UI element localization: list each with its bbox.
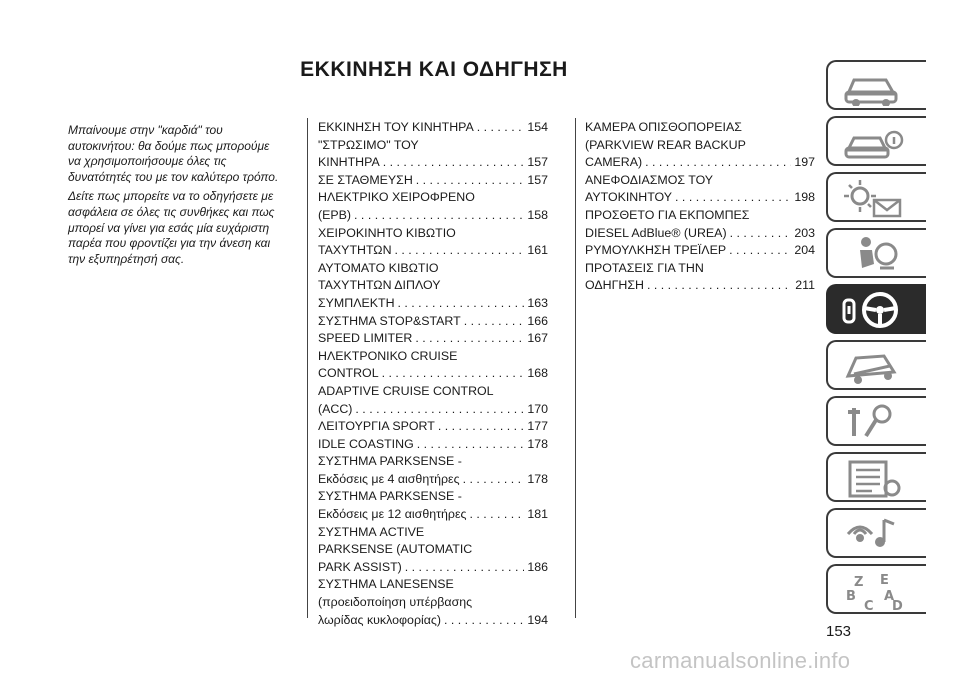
toc-page-number: 198 xyxy=(794,190,815,205)
toc-page-number: 157 xyxy=(527,172,548,187)
toc-entry[interactable] xyxy=(318,137,548,172)
toc-entry[interactable] xyxy=(318,576,548,629)
toc-entry-leader-row xyxy=(318,365,548,383)
toc-entry[interactable] xyxy=(318,524,548,577)
dot-leader xyxy=(647,277,792,295)
toc-entry-leader-row xyxy=(585,225,815,243)
dot-leader xyxy=(405,559,525,577)
column-divider xyxy=(307,118,308,618)
toc-entry-leader-row xyxy=(318,242,548,260)
page-number: 153 xyxy=(826,623,852,640)
toc-entry-title-line: PARKSENSE (AUTOMATIC xyxy=(318,542,473,557)
toc-entry-leader-row xyxy=(318,154,548,172)
toc-page-number: 194 xyxy=(527,612,548,627)
toc-entry-title-line: ΚΑΜΕΡΑ ΟΠΙΣΘΟΠΟΡΕΙΑΣ xyxy=(585,120,742,134)
toc-entry-title: ΑΥΤΟΚΙΝΗΤΟΥ xyxy=(585,190,673,205)
chapter-tab[interactable] xyxy=(826,60,926,110)
key-steering-wheel-icon xyxy=(840,290,904,330)
chapter-tab[interactable] xyxy=(826,228,926,278)
toc-entry-leader-row xyxy=(318,401,548,419)
toc-page-number: 166 xyxy=(527,313,548,328)
toc-entry-leader-row xyxy=(318,436,548,454)
toc-entry-leader-row xyxy=(318,295,548,313)
toc-entry-title: DIESEL AdBlue® (UREA) xyxy=(585,225,727,240)
toc-entry-title-line: ΣΥΣΤΗΜΑ PARKSENSE - xyxy=(318,454,462,469)
dot-leader xyxy=(645,154,791,172)
toc-page-number: 177 xyxy=(527,419,548,434)
toc-entry[interactable] xyxy=(318,418,548,436)
toc-entry-title: ΚΙΝΗΤΗΡΑ xyxy=(318,155,380,170)
toc-entry[interactable] xyxy=(318,119,548,137)
chapter-tab[interactable] xyxy=(826,172,926,222)
chapter-tab[interactable] xyxy=(826,284,926,334)
svg-text:E: E xyxy=(880,573,889,588)
toc-entry-leader-row xyxy=(318,506,548,524)
maintenance-wrench-icon xyxy=(840,402,904,442)
svg-text:Z: Z xyxy=(854,575,864,590)
chapter-tab[interactable] xyxy=(826,396,926,446)
toc-entry-title-line: ΧΕΙΡΟΚΙΝΗΤΟ ΚΙΒΩΤΙΟ xyxy=(318,225,456,240)
toc-entry-title: IDLE COASTING xyxy=(318,436,414,451)
intro-line: Μπαίνουμε στην "καρδιά" του xyxy=(68,123,223,137)
dot-leader xyxy=(395,242,525,260)
intro-paragraph xyxy=(68,189,308,267)
car-dashboard-icon xyxy=(840,66,904,106)
page-title: ΕΚΚΙΝΗΣΗ ΚΑΙ ΟΔΗΓΗΣΗ xyxy=(300,58,568,81)
toc-page-number: 154 xyxy=(527,120,548,134)
dot-leader xyxy=(417,436,525,454)
toc-entry-title: (EPB) xyxy=(318,207,352,222)
safety-airbag-icon xyxy=(840,234,904,274)
toc-entry-leader-row xyxy=(318,330,548,348)
column-divider xyxy=(575,118,576,618)
toc-entry[interactable] xyxy=(318,488,548,523)
toc-page-number: 186 xyxy=(527,559,548,574)
toc-entry[interactable] xyxy=(318,330,548,348)
toc-entry[interactable] xyxy=(318,225,548,260)
toc-page-number: 178 xyxy=(527,436,548,451)
toc-entry-title: PARK ASSIST) xyxy=(318,559,402,574)
toc-entry-leader-row xyxy=(318,172,548,190)
toc-page-number: 211 xyxy=(795,278,815,293)
chapter-tab[interactable] xyxy=(826,564,926,614)
toc-entry-title: CAMERA) xyxy=(585,155,643,170)
toc-entry-leader-row xyxy=(318,119,548,137)
svg-text:C: C xyxy=(864,599,874,610)
intro-text xyxy=(68,123,308,271)
dot-leader xyxy=(354,207,524,225)
dot-leader xyxy=(355,401,524,419)
dot-leader xyxy=(469,506,524,524)
dot-leader xyxy=(464,313,525,331)
multimedia-icon xyxy=(840,514,904,554)
dot-leader xyxy=(415,330,524,348)
toc-column-2 xyxy=(585,119,815,295)
toc-entry[interactable] xyxy=(318,189,548,224)
toc-entry-leader-row xyxy=(318,207,548,225)
toc-entry-title-line: ΣΥΣΤΗΜΑ ACTIVE xyxy=(318,524,425,539)
toc-entry-leader-row xyxy=(318,418,548,436)
toc-page-number: 170 xyxy=(527,401,548,416)
chapter-tab[interactable] xyxy=(826,452,926,502)
toc-entry[interactable] xyxy=(318,383,548,418)
toc-entry-leader-row xyxy=(318,559,548,577)
intro-line: ασφάλεια σε όλες τις συνθήκες και πως xyxy=(68,204,275,219)
chapter-tab[interactable] xyxy=(826,508,926,558)
svg-text:A: A xyxy=(884,589,895,604)
toc-page-number: 161 xyxy=(527,243,548,258)
toc-entry-title: ΣΥΜΠΛΕΚΤΗ xyxy=(318,295,395,310)
emergency-car-icon xyxy=(840,346,904,386)
warning-lights-icon xyxy=(840,178,904,218)
dot-leader xyxy=(729,242,791,260)
dot-leader xyxy=(416,172,525,190)
svg-text:B: B xyxy=(846,589,856,604)
dot-leader xyxy=(383,154,525,172)
toc-page-number: 168 xyxy=(527,366,548,381)
toc-entry[interactable] xyxy=(318,260,548,313)
toc-entry-title-line: ΣΥΣΤΗΜΑ LANESENSE xyxy=(318,577,454,592)
toc-entry-title: ΡΥΜΟΥΛΚΗΣΗ ΤΡΕΪΛΕΡ xyxy=(585,243,727,258)
toc-page-number: 167 xyxy=(527,331,548,346)
intro-line: αυτοκινήτου: θα δούμε πως μπορούμε xyxy=(68,138,270,153)
toc-entry-leader-row xyxy=(585,277,815,295)
intro-line: παρέα που φροντίζει για την άνεση και xyxy=(68,236,271,251)
toc-entry-title: ΟΔΗΓΗΣΗ xyxy=(585,278,644,293)
toc-entry-title: Εκδόσεις με 4 αισθητήρες xyxy=(318,471,460,486)
toc-page-number: 163 xyxy=(527,295,548,310)
toc-entry-leader-row xyxy=(318,612,548,630)
toc-entry[interactable] xyxy=(318,436,548,454)
dot-leader xyxy=(463,471,525,489)
toc-entry[interactable] xyxy=(585,242,815,260)
toc-entry-leader-row xyxy=(585,242,815,260)
toc-entry-title-line: ΑΥΤΟΜΑΤΟ ΚΙΒΩΤΙΟ xyxy=(318,260,439,275)
toc-entry-leader-row xyxy=(318,471,548,489)
toc-page-number: 178 xyxy=(527,471,548,486)
toc-entry-title: Εκδόσεις με 12 αισθητήρες xyxy=(318,507,467,522)
intro-line: Δείτε πως μπορείτε να το οδηγήσετε με xyxy=(68,189,274,204)
dot-leader xyxy=(730,225,792,243)
toc-page-number: 204 xyxy=(794,243,815,258)
toc-page-number: 157 xyxy=(527,155,548,170)
toc-entry[interactable] xyxy=(318,313,548,331)
toc-entry-title: ΤΑΧΥΤΗΤΩΝ xyxy=(318,243,392,258)
car-info-icon xyxy=(840,122,904,162)
intro-line: την εξυπηρέτησή σας. xyxy=(68,251,185,266)
toc-entry-title: SPEED LIMITER xyxy=(318,331,413,346)
toc-entry-title: (ACC) xyxy=(318,401,353,416)
intro-line: δυνατότητές του με τον καλύτερο τρόπο. xyxy=(68,169,279,184)
dot-leader xyxy=(444,612,524,630)
toc-entry-title-line: "ΣΤΡΩΣΙΜΟ" ΤΟΥ xyxy=(318,137,419,152)
toc-entry-title-line: ΣΥΣΤΗΜΑ PARKSENSE - xyxy=(318,489,462,504)
toc-column-1 xyxy=(318,119,548,629)
watermark: carmanualsonline.info xyxy=(630,648,851,673)
svg-text:D: D xyxy=(892,599,903,610)
toc-entry[interactable] xyxy=(318,348,548,383)
dot-leader xyxy=(675,189,791,207)
toc-entry-title-line: ΗΛΕΚΤΡΙΚΟ ΧΕΙΡΟΦΡΕΝΟ xyxy=(318,190,475,205)
intro-paragraph xyxy=(68,123,308,185)
alphabetical-index-icon xyxy=(840,570,904,610)
toc-entry[interactable] xyxy=(585,260,815,295)
toc-entry-title-line: ΤΑΧΥΤΗΤΩΝ ΔΙΠΛΟΥ xyxy=(318,278,441,293)
toc-entry-title-line: ΗΛΕΚΤΡΟΝΙΚΟ CRUISE xyxy=(318,348,458,363)
toc-entry-title-line: (προειδοποίηση υπέρβασης xyxy=(318,595,473,610)
intro-line: να χρησιμοποιήσουμε όλες τις xyxy=(68,154,227,169)
toc-entry-leader-row xyxy=(585,189,815,207)
toc-entry-leader-row xyxy=(585,154,815,172)
chapter-tab[interactable] xyxy=(826,340,926,390)
toc-entry-title: λωρίδας κυκλοφορίας) xyxy=(318,612,442,627)
toc-entry-title-line: ΠΡΟΣΘΕΤΟ ΓΙΑ ΕΚΠΟΜΠΕΣ xyxy=(585,207,750,222)
toc-entry[interactable] xyxy=(585,172,815,207)
toc-entry-title: ΣΥΣΤΗΜΑ STOP&START xyxy=(318,313,461,328)
toc-entry-title: CONTROL xyxy=(318,366,379,381)
toc-entry-title: ΕΚΚΙΝΗΣΗ ΤΟΥ ΚΙΝΗΤΗΡΑ xyxy=(318,120,474,134)
toc-entry-title-line: ΑΝΕΦΟΔΙΑΣΜΟΣ ΤΟΥ xyxy=(585,172,714,187)
intro-line: μπορεί να γίνει για εσάς μία ευχάριστη xyxy=(68,220,270,235)
toc-entry-title-line: ADAPTIVE CRUISE CONTROL xyxy=(318,383,494,398)
toc-page-number: 158 xyxy=(527,207,548,222)
toc-entry-title: ΣΕ ΣΤΑΘΜΕΥΣΗ xyxy=(318,172,413,187)
dot-leader xyxy=(438,418,524,436)
toc-page-number: 197 xyxy=(794,155,815,170)
toc-entry-leader-row xyxy=(318,313,548,331)
toc-entry[interactable] xyxy=(585,119,815,172)
dot-leader xyxy=(477,119,525,137)
toc-entry[interactable] xyxy=(585,207,815,242)
dot-leader xyxy=(382,365,525,383)
dot-leader xyxy=(398,295,525,313)
toc-entry-title-line: ΠΡΟΤΑΣΕΙΣ ΓΙΑ ΤΗΝ xyxy=(585,260,704,275)
toc-entry[interactable] xyxy=(318,453,548,488)
toc-entry[interactable] xyxy=(318,172,548,190)
chapter-tab[interactable] xyxy=(826,116,926,166)
toc-page-number: 181 xyxy=(527,507,548,522)
technical-data-icon xyxy=(840,458,904,498)
toc-page-number: 203 xyxy=(794,225,815,240)
toc-entry-title-line: (PARKVIEW REAR BACKUP xyxy=(585,137,746,152)
toc-entry-title: ΛΕΙΤΟΥΡΓΙΑ SPORT xyxy=(318,419,435,434)
